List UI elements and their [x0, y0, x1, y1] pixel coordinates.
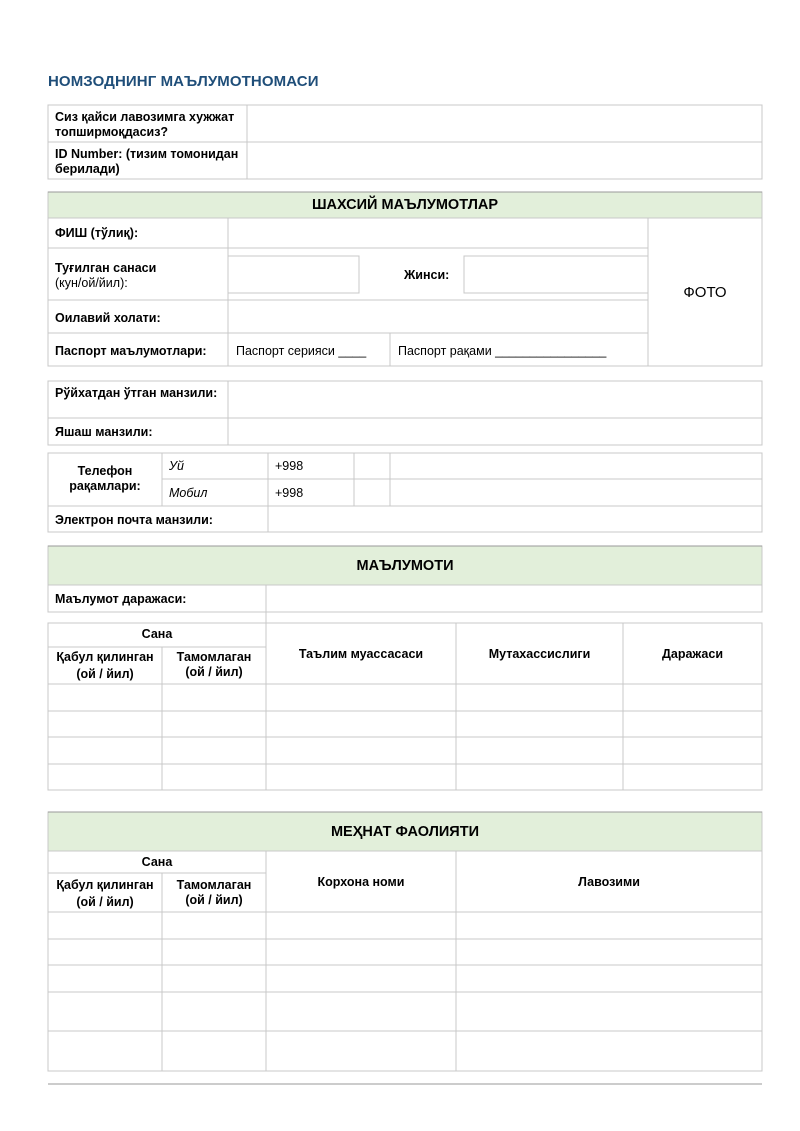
specialty-header: Мутахассислиги	[488, 647, 591, 661]
mobile-phone-code: +998	[275, 486, 304, 500]
work-graduated-label: Тамомлаган (ой / йил)	[176, 878, 252, 907]
passport-series-label: Паспорт серияси ____	[236, 344, 367, 358]
passport-label: Паспорт маълумотлари:	[55, 344, 207, 358]
work-position-header: Лавозими	[578, 875, 640, 889]
id-label: ID Number: (тизим томонидан берилади)	[55, 147, 239, 176]
birth-label: Туғилган санаси	[55, 261, 157, 275]
birth-format-label: (кун/ой/йил):	[55, 276, 128, 290]
phones-label: Телефон рақамлари:	[69, 464, 141, 493]
work-date-label: Сана	[141, 855, 173, 869]
position-label: Сиз қайси лавозимга хужжат топширмоқдасиз?	[55, 110, 235, 139]
live-address-label: Яшаш манзили:	[55, 425, 153, 439]
mobile-phone-label: Мобил	[169, 486, 208, 500]
education-date-label: Сана	[141, 627, 173, 641]
gender-label: Жинси:	[404, 268, 450, 282]
marital-label: Оилавий холати:	[55, 311, 161, 325]
education-admitted-label: Қабул қилинган (ой / йил)	[56, 650, 154, 681]
section-header-work: МЕҲНАТ ФАОЛИЯТИ	[330, 824, 480, 840]
work-admitted-label: Қабул қилинган (ой / йил)	[56, 878, 154, 909]
education-graduated-label: Тамомлаган (ой / йил)	[176, 650, 252, 679]
photo-label: ФОТО	[683, 284, 727, 301]
section-header-personal: ШАХСИЙ МАЪЛУМОТЛАР	[311, 197, 499, 213]
home-phone-label: Уй	[169, 459, 184, 473]
reg-address-label: Рўйхатдан ўтган манзили:	[55, 386, 218, 400]
institution-header: Таълим муассасаси	[298, 647, 424, 661]
page-title: НОМЗОДНИНГ МАЪЛУМОТНОМАСИ	[48, 73, 319, 90]
passport-number-label: Паспорт рақами ________________	[398, 344, 607, 358]
home-phone-code: +998	[275, 459, 304, 473]
section-header-education: МАЪЛУМОТИ	[356, 558, 454, 574]
education-level-label: Маълумот даражаси:	[55, 592, 187, 606]
fio-label: ФИШ (тўлиқ):	[55, 226, 139, 240]
email-label: Электрон почта манзили:	[55, 513, 213, 527]
degree-header: Даражаси	[661, 647, 724, 661]
company-header: Корхона номи	[317, 875, 405, 889]
